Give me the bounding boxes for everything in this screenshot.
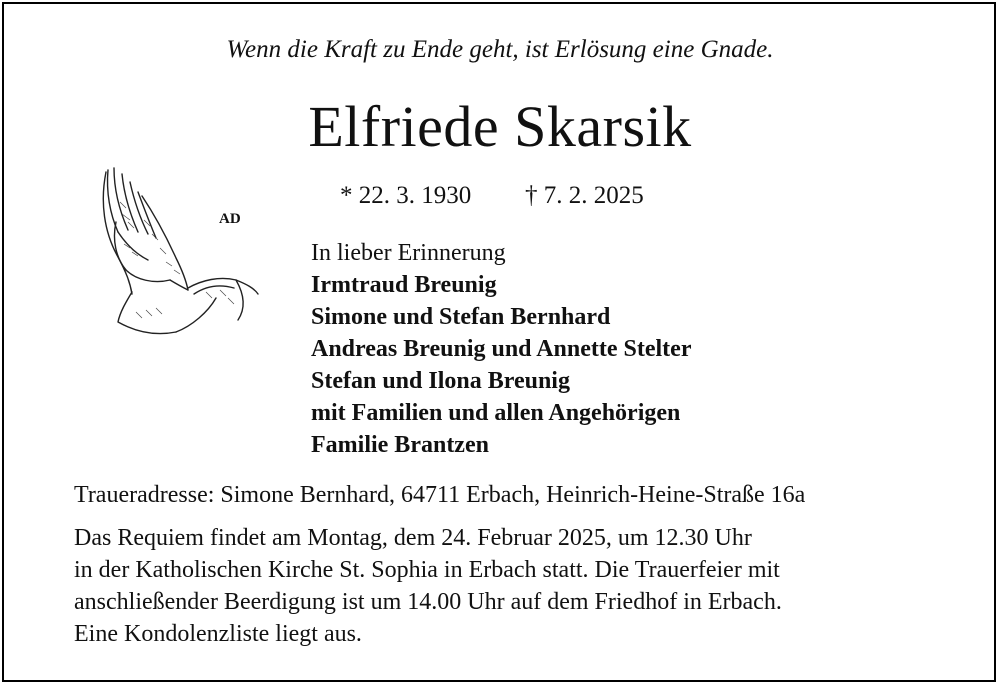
monogram: AD <box>219 211 241 227</box>
birth-date: * 22. 3. 1930 <box>340 182 472 209</box>
memorial-quote: Wenn die Kraft zu Ende geht, ist Erlösung eine Gnade. <box>226 36 774 63</box>
mourner-line: Familie Brantzen <box>311 432 489 458</box>
deceased-name: Elfriede Skarsik <box>308 94 692 159</box>
requiem-line: Eine Kondolenzliste liegt aus. <box>74 621 362 647</box>
mourner-line: mit Familien und allen Angehörigen <box>311 400 681 426</box>
mourner-line: Simone und Stefan Bernhard <box>311 304 611 330</box>
mourner-line: Stefan und Ilona Breunig <box>311 368 570 394</box>
memory-intro: In lieber Erinnerung <box>311 240 506 266</box>
mourners-block <box>311 237 691 461</box>
praying-hands-icon <box>96 162 266 342</box>
requiem-info <box>74 522 782 650</box>
requiem-line: Das Requiem findet am Montag, dem 24. Februar 2025, um 12.30 Uhr <box>74 525 752 551</box>
requiem-line: in der Katholischen Kirche St. Sophia in Erbach statt. Die Trauerfeier mit <box>74 557 780 583</box>
mourning-address: Traueradresse: Simone Bernhard, 64711 Erbach, Heinrich-Heine-Straße 16a <box>74 482 806 508</box>
death-date: † 7. 2. 2025 <box>525 182 644 209</box>
mourner-line: Irmtraud Breunig <box>311 272 497 298</box>
mourner-line: Andreas Breunig und Annette Stelter <box>311 336 692 362</box>
requiem-line: anschließender Beerdigung ist um 14.00 Uhr auf dem Friedhof in Erbach. <box>74 589 782 615</box>
